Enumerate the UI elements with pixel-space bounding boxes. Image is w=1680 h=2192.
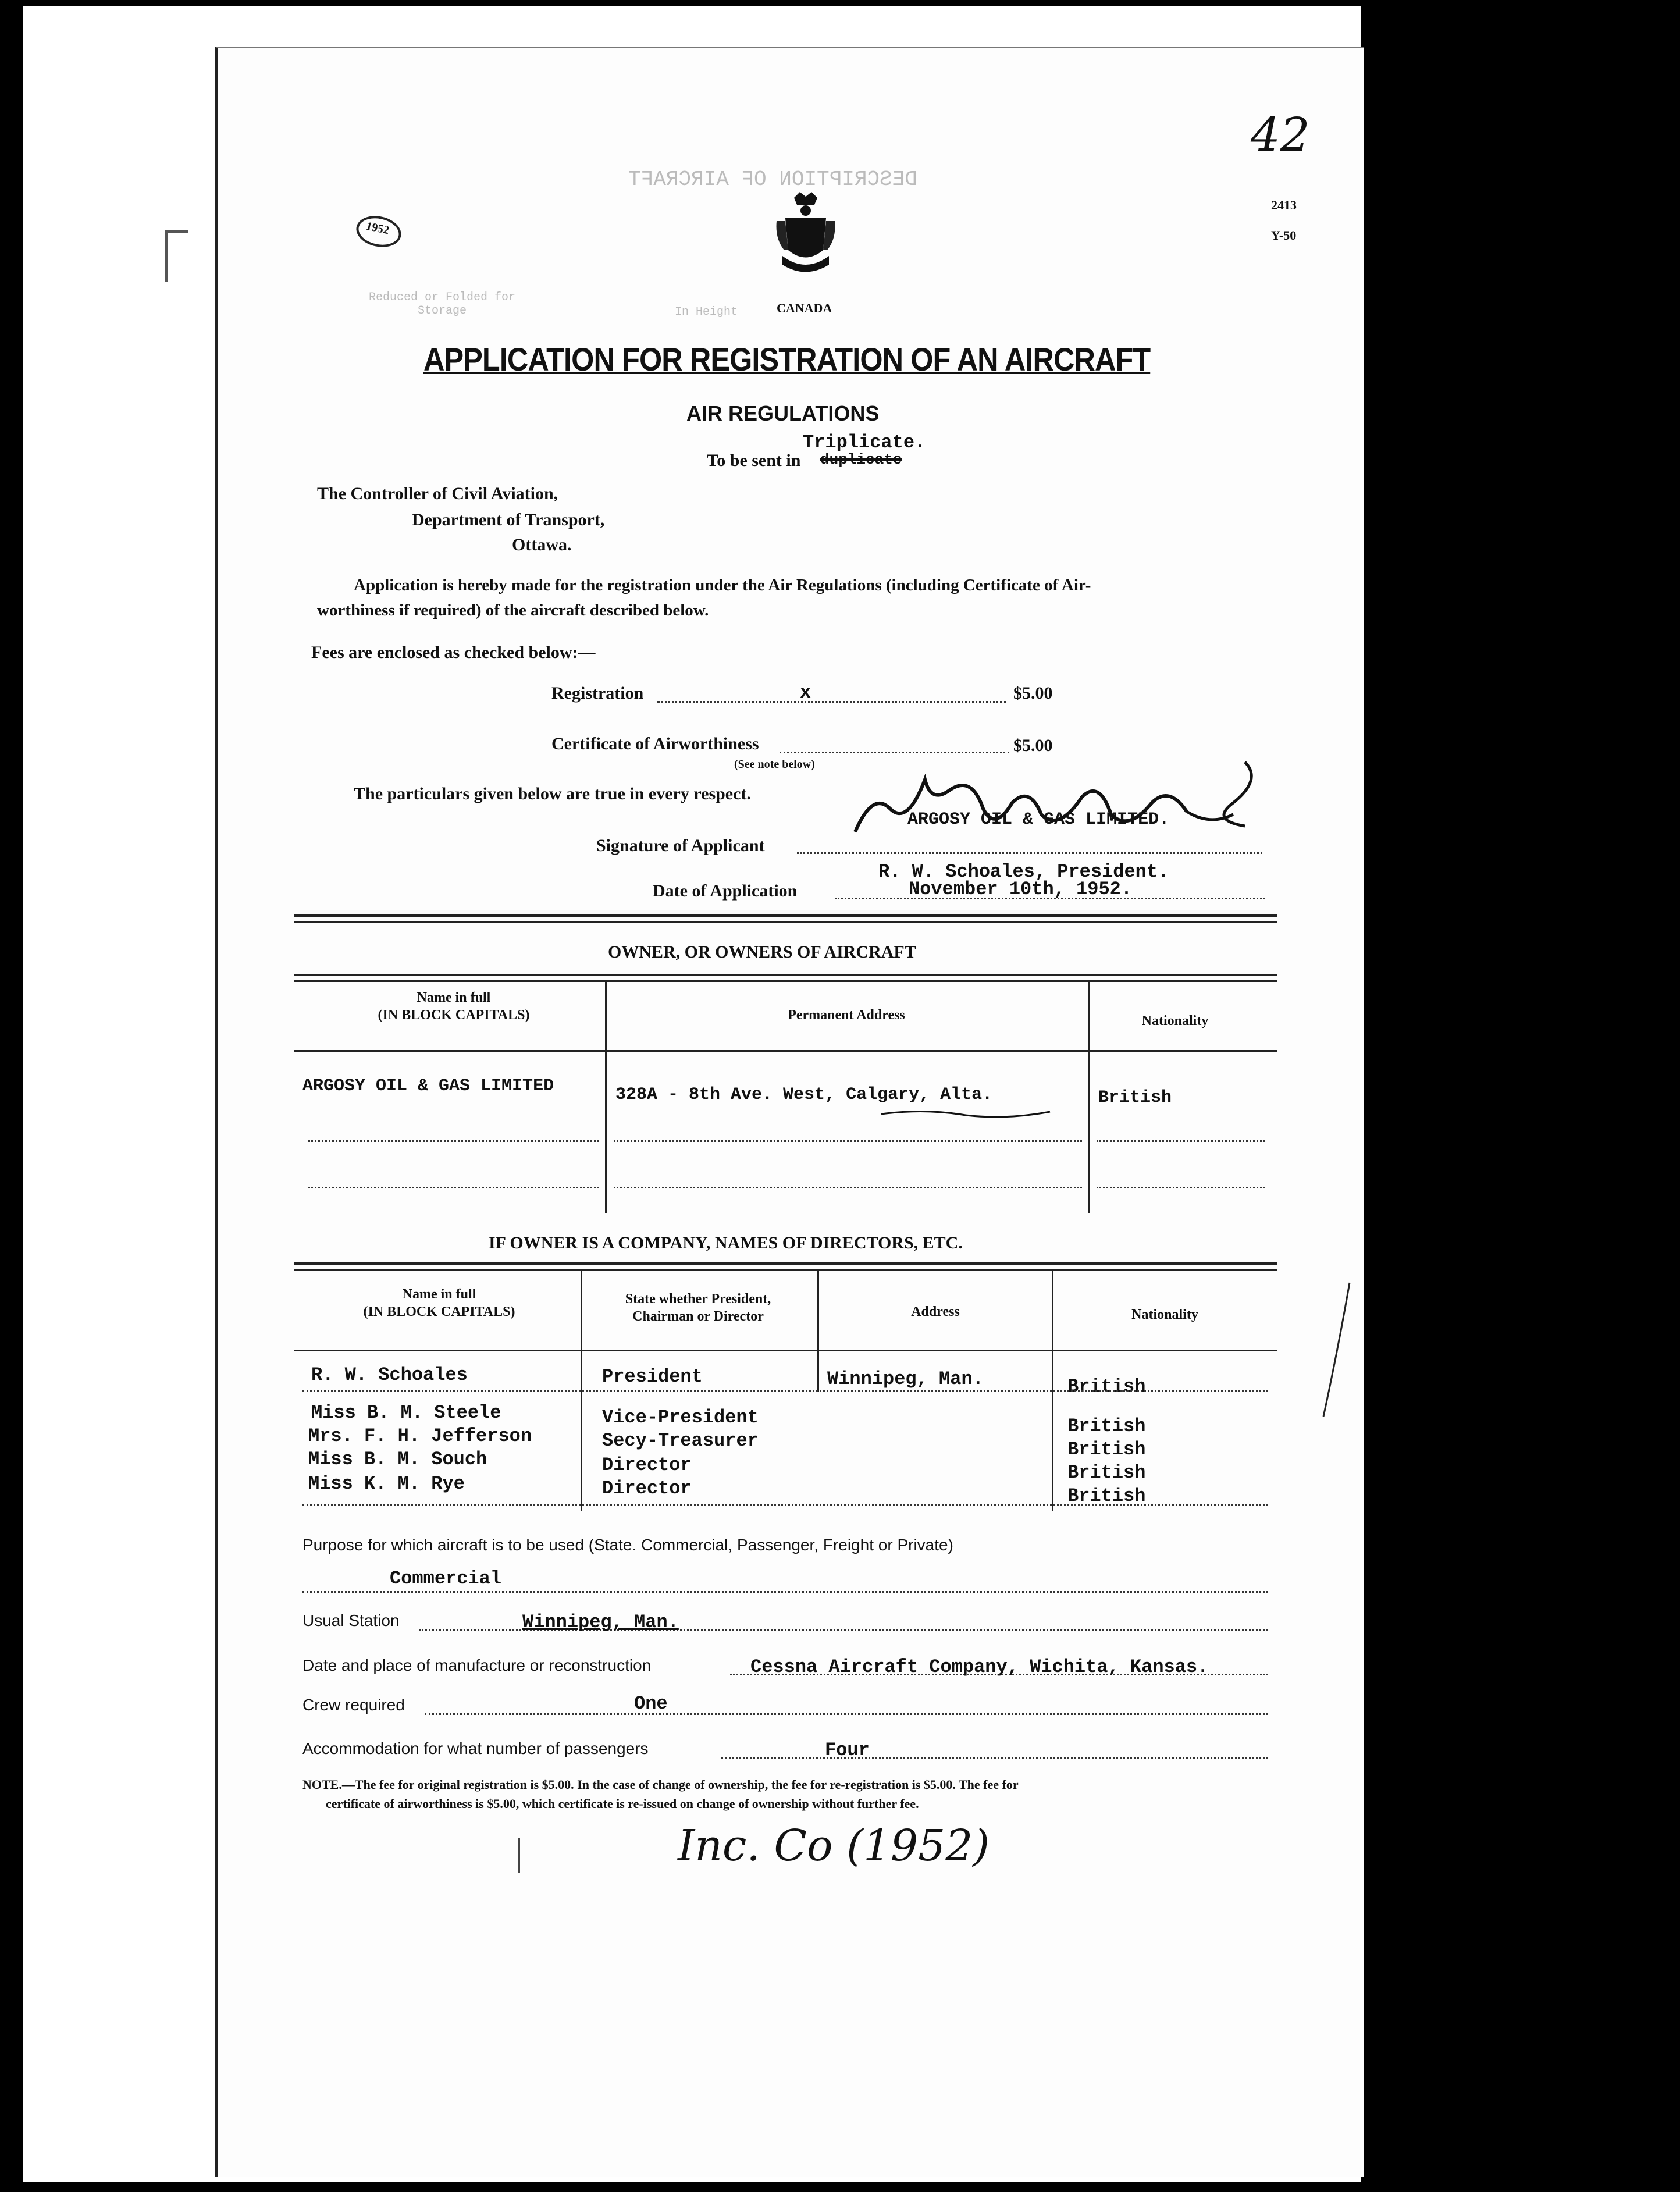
col-header-text: (IN BLOCK CAPITALS): [363, 1304, 515, 1319]
director-role: Director: [602, 1478, 692, 1499]
col-header-text: Name in full: [417, 990, 491, 1005]
coa-fee: $5.00: [1013, 736, 1053, 755]
passengers-dots: [721, 1757, 1268, 1759]
addressee-line: Department of Transport,: [412, 510, 605, 529]
coat-of-arms-icon: [774, 192, 838, 297]
address-underline: [878, 1108, 1053, 1120]
col-header-text: Chairman or Director: [632, 1309, 764, 1324]
director-address: Winnipeg, Man.: [827, 1368, 984, 1390]
owners-heading: OWNER, OR OWNERS OF AIRCRAFT: [608, 942, 916, 962]
director-role: Director: [602, 1454, 692, 1476]
coa-label: Certificate of Airworthiness: [551, 734, 759, 753]
director-name: Miss B. M. Steele: [311, 1402, 501, 1424]
edge-mark: [165, 230, 168, 282]
owners-col-nationality: Nationality: [1141, 1013, 1209, 1029]
addressee-line: Ottawa.: [512, 535, 572, 554]
form-code: Y-50: [1271, 228, 1297, 243]
bleed-through-text: DESCRIPTION OF AIRCRAFT: [628, 168, 917, 191]
to-be-sent-struck: duplicate: [820, 451, 902, 468]
director-name: Mrs. F. H. Jefferson: [308, 1425, 532, 1447]
copies-typed: Triplicate.: [803, 432, 926, 453]
note-text: NOTE.—The fee for original registration is $5.00. In the case of change of ownership, the fee for re-registration is $5.00. The fee for: [302, 1777, 1019, 1792]
canada-coat-of-arms: [774, 192, 838, 300]
directors-col-role: [582, 1290, 814, 1325]
note-text: certificate of airworthiness is $5.00, which certificate is re-issued on change of ownership without further fee.: [326, 1796, 919, 1811]
passengers-value: Four: [825, 1739, 870, 1761]
application-text: Application is hereby made for the registration under the Air Regulations (including Certificate of Air-: [354, 576, 1091, 595]
crew-dots: [425, 1713, 1268, 1715]
directors-heading: IF OWNER IS A COMPANY, NAMES OF DIRECTORS, ETC.: [489, 1233, 963, 1252]
particulars-text: The particulars given below are true in every respect.: [354, 784, 751, 803]
coa-dots: [780, 752, 1009, 753]
row-dots: [614, 1140, 1082, 1142]
coa-note: (See note below): [734, 758, 815, 771]
purpose-dots: [302, 1591, 1268, 1593]
handwritten-signature: [838, 756, 1315, 855]
table-rule: [294, 1350, 1277, 1351]
signature-company: ARGOSY OIL & GAS LIMITED.: [907, 810, 1170, 830]
director-nationality: British: [1067, 1462, 1146, 1483]
owner-address: 328A - 8th Ave. West, Calgary, Alta.: [615, 1085, 993, 1105]
director-nationality: British: [1067, 1376, 1146, 1397]
registration-label: Registration: [551, 684, 644, 703]
application-text: worthiness if required) of the aircraft described below.: [317, 601, 709, 620]
table-rule: [294, 974, 1277, 976]
directors-col-name: [302, 1286, 576, 1321]
date-label: Date of Application: [653, 881, 798, 901]
col-header-text: State whether President,: [625, 1291, 771, 1307]
margin-scratch: [1320, 1280, 1355, 1419]
form-subtitle: AIR REGULATIONS: [686, 401, 880, 425]
signature-name: R. W. Schoales, President.: [878, 861, 1169, 883]
row-dots: [1097, 1187, 1265, 1188]
director-name: R. W. Schoales: [311, 1364, 468, 1386]
manufacture-label: Date and place of manufacture or reconstruction: [302, 1656, 652, 1674]
purpose-value: Commercial: [390, 1568, 502, 1589]
director-role: President: [602, 1366, 703, 1387]
crew-value: One: [634, 1693, 668, 1714]
bleed-through-text: Reduced or Folded for Storage: [368, 291, 516, 318]
handwritten-annotation: Inc. Co (1952): [678, 1821, 990, 1871]
crew-label: Crew required: [302, 1696, 405, 1714]
director-name: Miss B. M. Souch: [308, 1449, 487, 1470]
to-be-sent-label: To be sent in: [707, 451, 801, 470]
director-name: Miss K. M. Rye: [308, 1473, 465, 1494]
director-nationality: British: [1067, 1415, 1146, 1437]
passengers-label: Accommodation for what number of passengers: [302, 1739, 649, 1757]
table-rule: [294, 1269, 1277, 1271]
page-number: 42: [1251, 108, 1310, 162]
director-role: Secy-Treasurer: [602, 1430, 759, 1451]
form-number: 2413: [1271, 198, 1297, 212]
registration-mark: x: [800, 682, 811, 703]
row-dots: [1097, 1140, 1265, 1142]
station-value: Winnipeg, Man.: [522, 1611, 679, 1633]
signature-dots: [797, 852, 1262, 854]
owner-name: ARGOSY OIL & GAS LIMITED: [302, 1076, 554, 1096]
country-label: CANADA: [777, 301, 832, 315]
stamp-text: 1952: [365, 219, 390, 237]
margin-mark: [518, 1838, 520, 1873]
owner-nationality: British: [1098, 1088, 1172, 1108]
form-title: APPLICATION FOR REGISTRATION OF AN AIRCRAFT: [423, 341, 1151, 378]
station-label: Usual Station: [302, 1611, 400, 1629]
col-header-text: Name in full: [402, 1287, 476, 1302]
table-rule: [294, 980, 1277, 982]
registration-fee: $5.00: [1013, 684, 1053, 703]
registration-dots: [657, 701, 1006, 703]
owners-col-address: Permanent Address: [788, 1008, 905, 1023]
section-rule: [294, 914, 1277, 917]
edge-mark: [165, 230, 188, 233]
date-value: November 10th, 1952.: [909, 878, 1133, 900]
director-role: Vice-President: [602, 1407, 759, 1428]
table-rule: [294, 1262, 1277, 1265]
bleed-through-text: In Height: [675, 305, 738, 319]
row-dots: [614, 1187, 1082, 1188]
owners-col-name: [308, 989, 599, 1024]
col-header-text: (IN BLOCK CAPITALS): [378, 1008, 530, 1023]
row-dots: [302, 1390, 1268, 1392]
row-dots: [308, 1187, 599, 1188]
table-divider: [817, 1269, 819, 1392]
purpose-label: Purpose for which aircraft is to be used (State. Commercial, Passenger, Freight or Private): [302, 1536, 953, 1554]
director-nationality: British: [1067, 1485, 1146, 1507]
directors-col-address: Address: [911, 1304, 960, 1319]
directors-col-nationality: Nationality: [1131, 1307, 1198, 1322]
section-rule: [294, 921, 1277, 923]
director-nationality: British: [1067, 1439, 1146, 1460]
addressee-line: The Controller of Civil Aviation,: [317, 484, 558, 503]
row-dots: [302, 1504, 1268, 1506]
table-rule: [294, 1050, 1277, 1052]
row-dots: [308, 1140, 599, 1142]
signature-label: Signature of Applicant: [596, 836, 765, 855]
fees-label: Fees are enclosed as checked below:—: [311, 643, 596, 662]
manufacture-value: Cessna Aircraft Company, Wichita, Kansas.: [750, 1656, 1209, 1678]
